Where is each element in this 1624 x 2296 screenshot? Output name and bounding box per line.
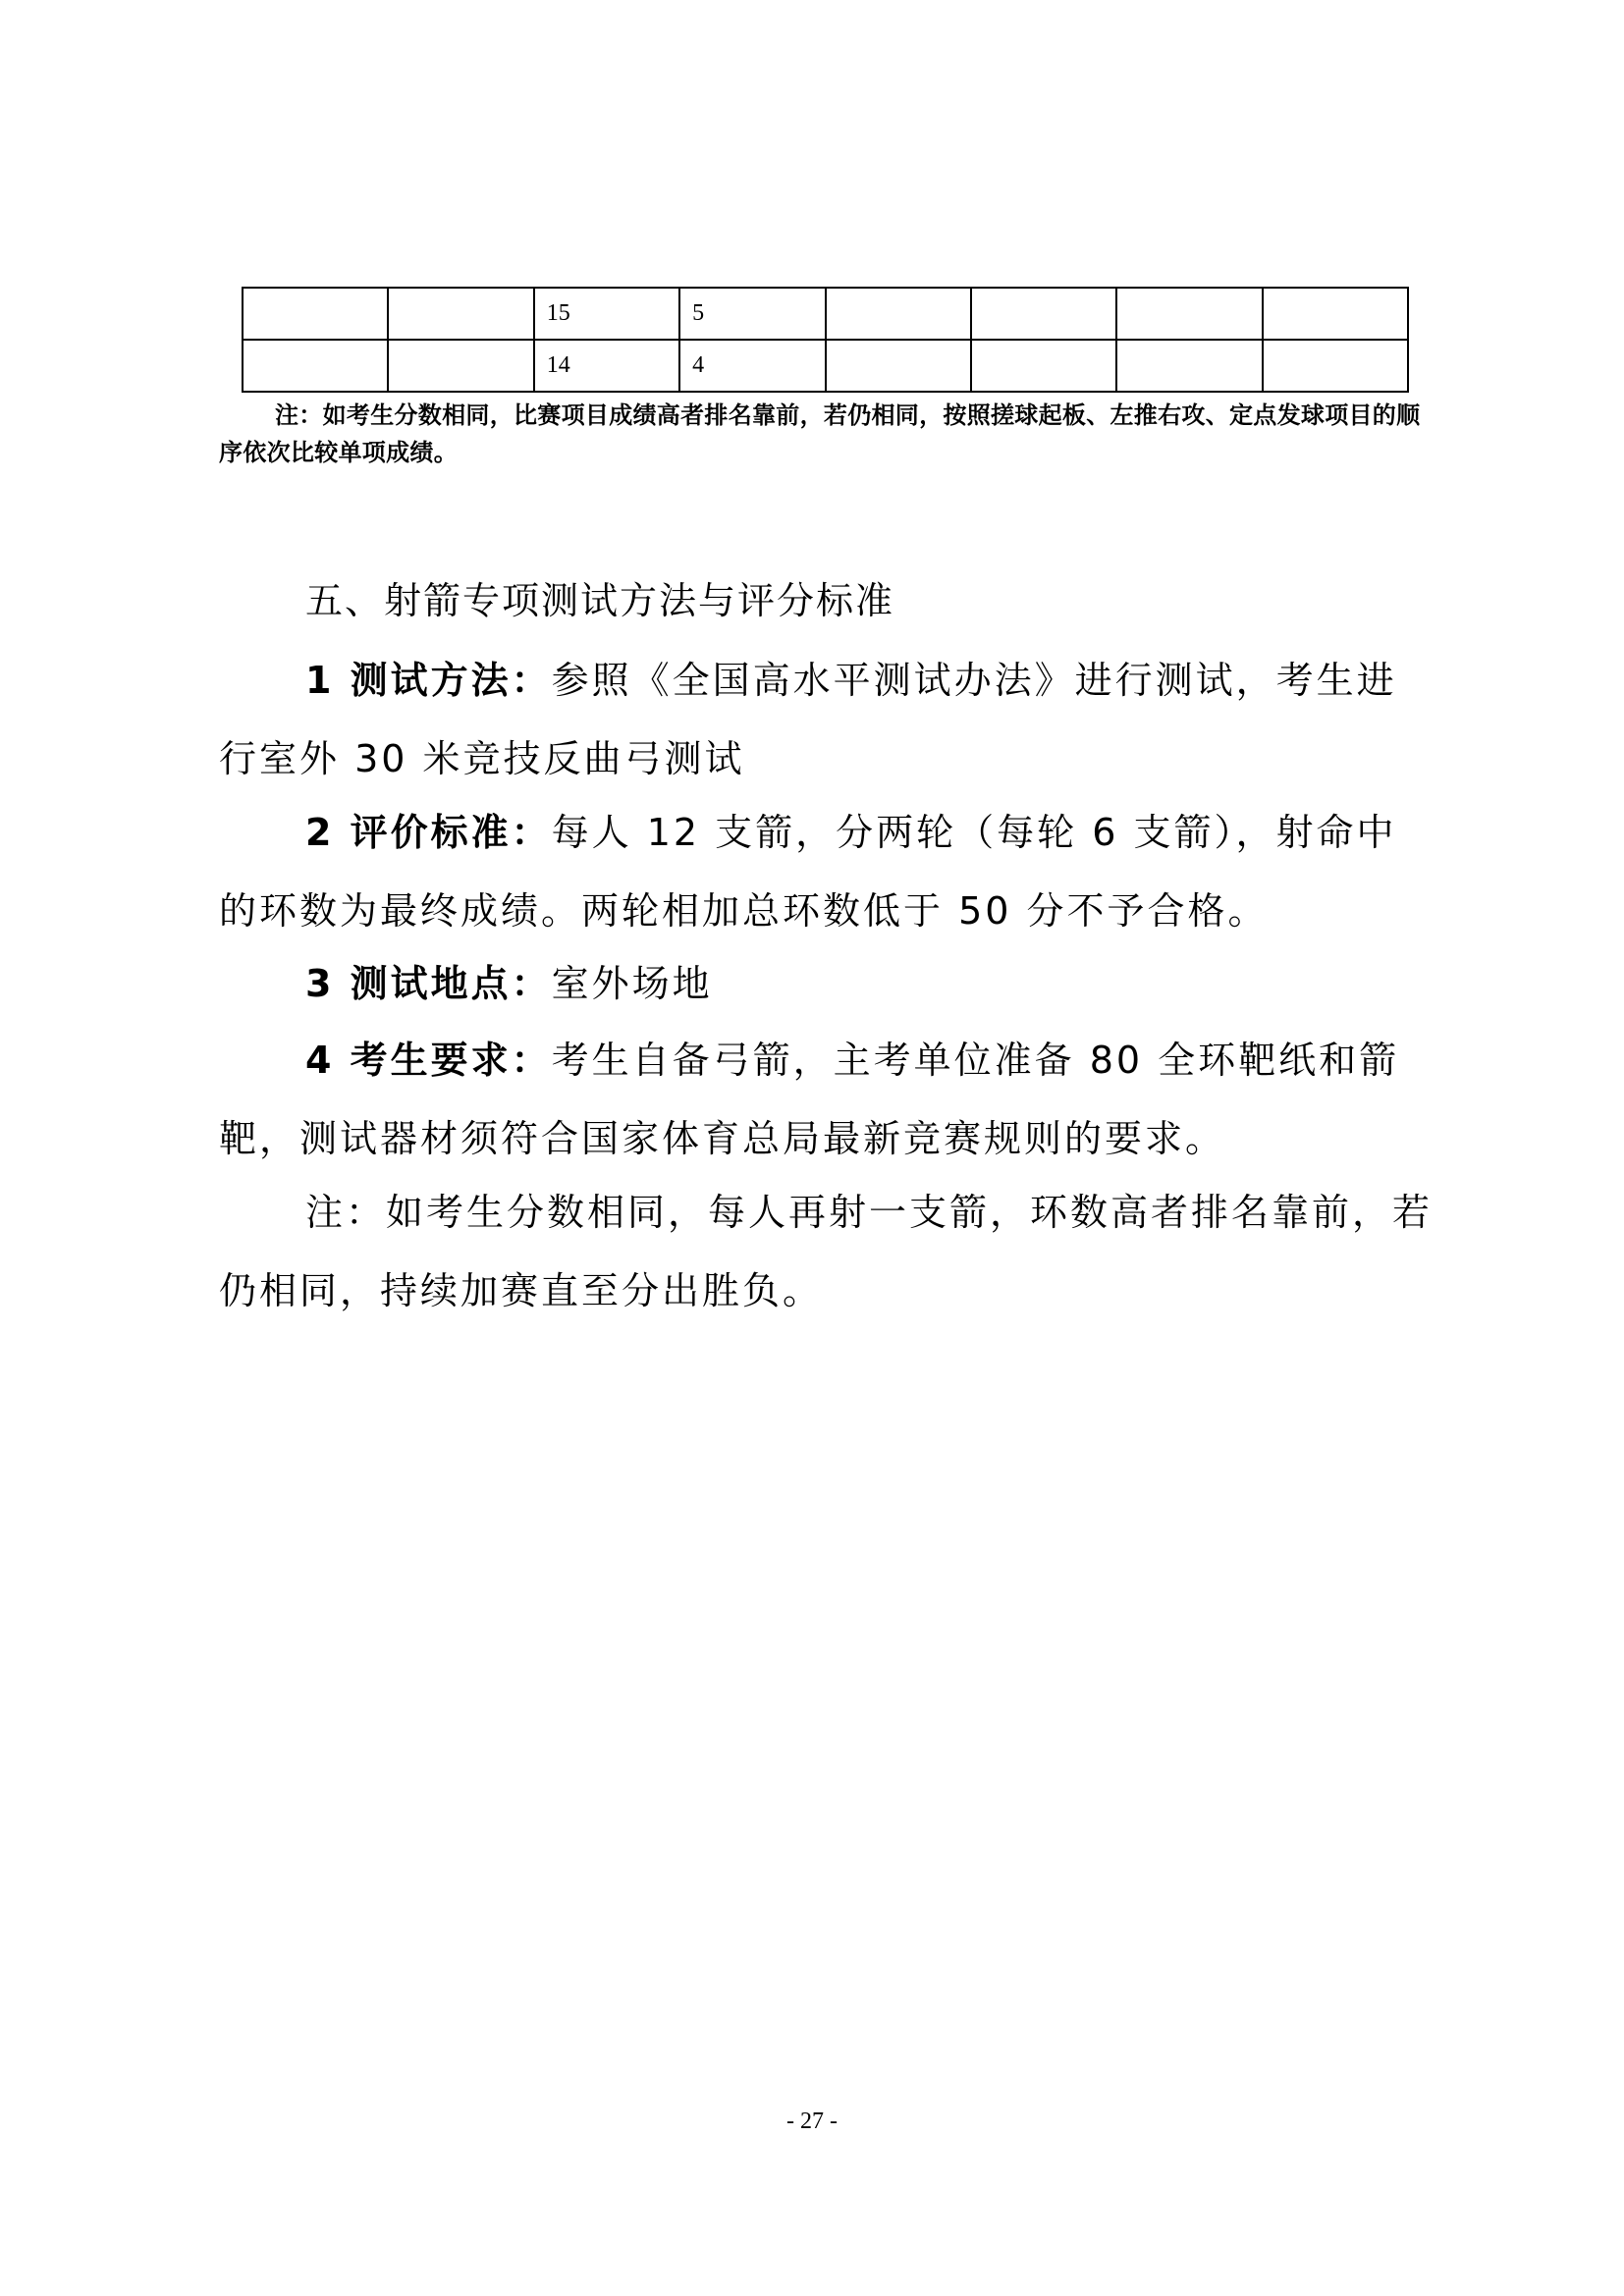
table-note: 注：如考生分数相同，比赛项目成绩高者排名靠前，若仍相同，按照搓球起板、左推右攻、定点发球项目的顺序依次比较单项成绩。 bbox=[219, 401, 1421, 466]
score-table bbox=[242, 287, 1409, 393]
item-test-location bbox=[219, 944, 1436, 1023]
table-cell bbox=[1116, 340, 1262, 392]
table-cell bbox=[971, 340, 1116, 392]
table-row bbox=[243, 288, 1408, 340]
tie-break-note: 注：如考生分数相同，每人再射一支箭，环数高者排名靠前，若仍相同，持续加赛直至分出胜负。 bbox=[219, 1191, 1434, 1312]
table-row bbox=[243, 340, 1408, 392]
table-cell bbox=[243, 288, 388, 340]
page-number: - 27 - bbox=[786, 2109, 838, 2134]
table-cell: 4 bbox=[679, 340, 825, 392]
item-label: 3 测试地点： bbox=[305, 962, 552, 1005]
table-cell bbox=[243, 340, 388, 392]
item-text: 考生自备弓箭，主考单位准备 80 全环靶纸和箭靶，测试器材须符合国家体育总局最新竞赛规则的要求。 bbox=[219, 1039, 1400, 1160]
item-text: 参照《全国高水平测试办法》进行测试，考生进行室外 30 米竞技反曲弓测试 bbox=[219, 659, 1397, 780]
table-cell bbox=[1263, 288, 1408, 340]
table-cell: 14 bbox=[534, 340, 679, 392]
item-candidate-requirements bbox=[219, 1021, 1436, 1178]
item-test-method bbox=[219, 641, 1436, 798]
item-evaluation-standard bbox=[219, 793, 1436, 950]
table-cell bbox=[388, 288, 533, 340]
section-title: 五、射箭专项测试方法与评分标准 bbox=[305, 579, 895, 622]
item-label: 4 考生要求： bbox=[305, 1039, 552, 1082]
table-cell bbox=[826, 340, 971, 392]
table-cell bbox=[826, 288, 971, 340]
item-label: 2 评价标准： bbox=[305, 811, 552, 854]
table-cell: 5 bbox=[679, 288, 825, 340]
item-label: 1 测试方法： bbox=[305, 659, 552, 702]
table-cell bbox=[1116, 288, 1262, 340]
table-cell bbox=[388, 340, 533, 392]
table-cell bbox=[971, 288, 1116, 340]
item-text: 室外场地 bbox=[551, 962, 713, 1005]
item-text: 每人 12 支箭，分两轮（每轮 6 支箭），射命中的环数为最终成绩。两轮相加总环数低于 50 分不予合格。 bbox=[219, 811, 1397, 933]
table-cell: 15 bbox=[534, 288, 679, 340]
table-cell bbox=[1263, 340, 1408, 392]
